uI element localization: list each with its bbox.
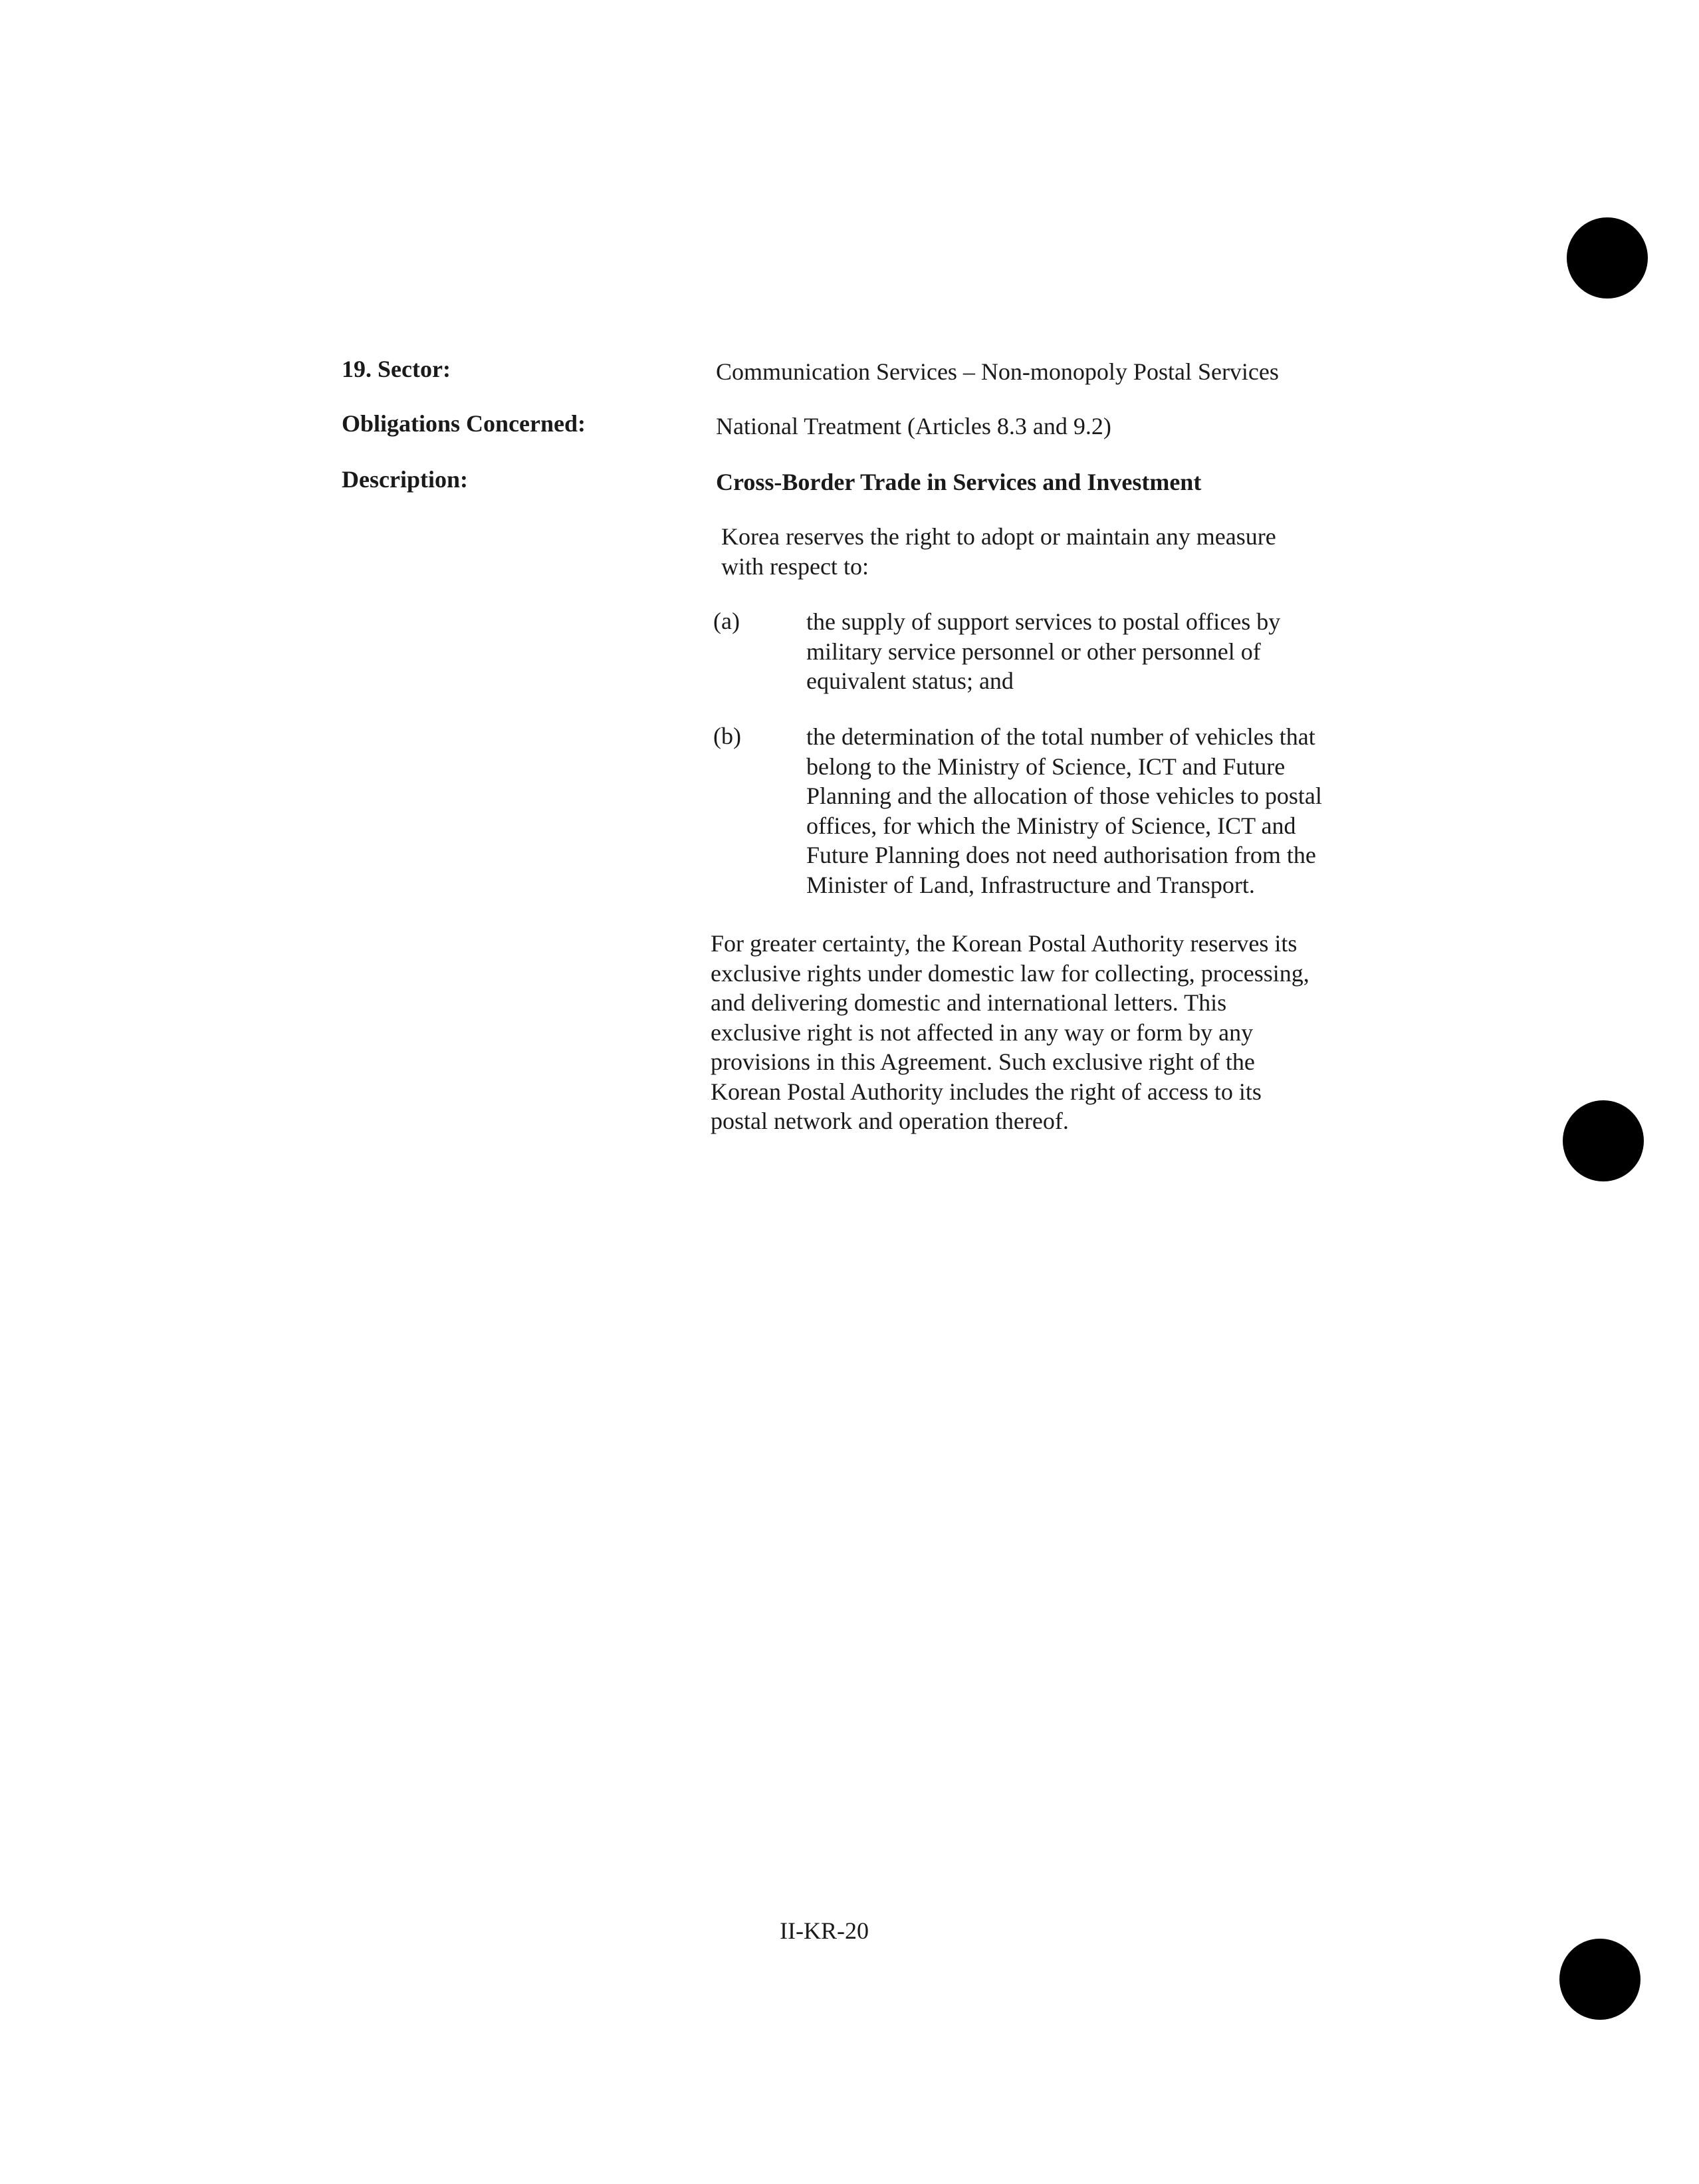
item-text-a: the supply of support services to postal offices by military service personnel or other personnel of equivalent status; and: [806, 608, 1281, 694]
obligations-label: Obligations Concerned:: [342, 410, 586, 437]
punch-hole-bottom: [1559, 1939, 1641, 2020]
description-heading: Cross-Border Trade in Services and Investment: [716, 469, 1202, 495]
item-text-b: the determination of the total number of vehicles that belong to the Ministry of Science, ICT and Future Planning and the allocation of those vehicles to postal offices, for which the Ministry of Science, ICT and Future Planning does not need authorisation from the Minister of Land, Infrastructure and Transport.: [806, 723, 1322, 898]
page-number: II-KR-20: [780, 1917, 869, 1944]
punch-hole-middle: [1563, 1100, 1644, 1181]
intro-paragraph: Korea reserves the right to adopt or maintain any measure with respect to:: [721, 523, 1276, 580]
sector-value: Communication Services – Non-monopoly Postal Services: [716, 358, 1279, 385]
punch-hole-top: [1567, 217, 1648, 299]
obligations-value: National Treatment (Articles 8.3 and 9.2): [716, 413, 1111, 439]
item-marker-a: (a): [713, 608, 740, 634]
item-marker-b: (b): [713, 723, 741, 749]
closing-paragraph: For greater certainty, the Korean Postal Authority reserves its exclusive rights under domestic law for collecting, processing, and delivering domestic and international letters. This exclusive right is not affected in any way or form by any provisions in this Agreement. Such exclusive right of the Korean Postal Authority includes the right of access to its postal network and operation thereof.: [711, 930, 1309, 1134]
description-label: Description:: [342, 466, 468, 493]
sector-label: 19. Sector:: [342, 356, 451, 382]
